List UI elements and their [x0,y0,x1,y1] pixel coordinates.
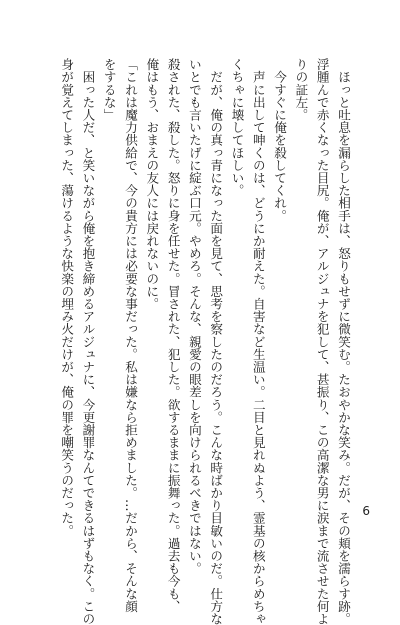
text-line: 俺はもう、おまえの友人には戻れないのに。 [144,58,160,310]
text-line: 身が覚えてしまった、蕩けるような快楽の埋み火だけが、俺の罪を嘲笑うのだった。 [59,58,75,537]
text-line: 「これは魔力供給で、今の貴方には必要な事だった。私は嫌なら拒めました。…だから、そんな顔 [123,58,139,613]
text-line: 声に出して呻くのは、どうにか耐えた。自害など生温い。二目と見れぬよう、霊基の核からめちゃ [250,58,266,625]
text-line: 困った人だ、と笑いながら俺を抱き締めるアルジュナに、今更謝罪なんてできるはずもなく。この [80,58,96,625]
text-line: 浮腫んで赤くなった目尻。俺が、アルジュナを犯して、甚振り、この高潔な男に涙まで流させた何よ [314,58,330,625]
page-number: 6 [362,504,370,518]
text-line: いとでも言いたげに綻ぶ口元。やめろ。そんな、親愛の眼差しを向けられるべきではない。 [186,58,202,575]
text-line: 今すぐに俺を殺してくれ。 [272,58,288,222]
text-line: ほっと吐息を漏らした相手は、怒りもせずに微笑む。たおやかな笑み。だが、その頬を濡らす跡。 [336,58,351,625]
text-line: くちゃに壊してほしい。 [229,58,245,197]
text-line: をするな」 [101,58,117,121]
text-line: だが、俺の真っ青になった面を見て、思考を察したのだろう。こんな時ばかり目敏いのだ。仕方な [208,58,224,625]
text-line: りの証左。 [293,58,309,121]
text-line: 殺された、殺した。怒りに身を任せた。冒された、犯した。欲するままに振舞った。過去も今も、 [165,58,181,613]
vertical-text-body [56,58,354,625]
